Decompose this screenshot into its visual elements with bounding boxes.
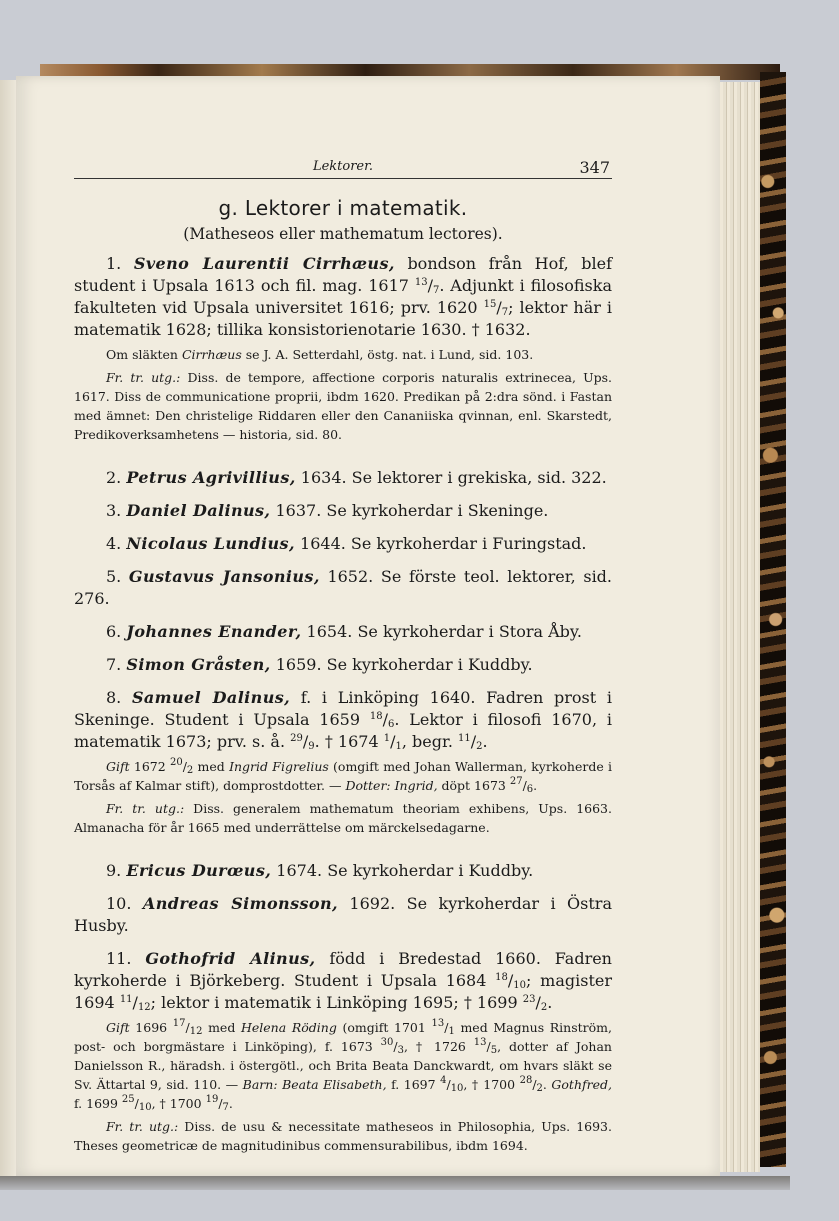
page-number: 347	[579, 158, 610, 177]
entry-1	[74, 253, 612, 444]
person-name: Gustavus Jansonius,	[128, 567, 320, 586]
person-name: Nicolaus Lundius,	[126, 534, 295, 553]
entry-10: 10. Andreas Simonsson, 1692. Se kyrkoherdar i Östra Husby.	[74, 894, 612, 935]
section-title: g. Lektorer i matematik.	[218, 196, 468, 220]
entry-6: 6. Johannes Enander, 1654. Se kyrkoherdar i Stora Åby.	[106, 622, 582, 641]
running-title: Lektorer.	[312, 159, 374, 174]
entry-11-note-family: Gift 1696 $^{17}/_{12}$ med Helena Röding (omgift 1701 $^{13}/_1$ med Magnus Rinström, post- och borgmästare i Linköping), f. 1673 $^{30}/_3$, † 1726 $^{13}/_5$, dotter af Johan Danielsson R., häradsh. i östergötl., och Brita Beata Danckwardt, om hvars släkt se Sv. Ättartal 9, sid. 110. — Barn: Beata Elisabeth, f. 1697 $^4/_{10}$, † 1700 $^{28}/_2$. Gothfred, f. 1699 $^{25}/_{10}$, † 1700 $^{19}/_7$.	[74, 1018, 612, 1113]
entry-5: 5. Gustavus Jansonius, 1652. Se förste teol. lektorer, sid. 276.	[74, 567, 613, 608]
entry-11-note-works: Fr. tr. utg.: Diss. de usu & necessitate matheseos in Philosophia, Ups. 1693. Theses geometricæ de magnitudinibus commensurabilibus, ibdm 1694.	[74, 1119, 612, 1153]
entry-2: 2. Petrus Agrivillius, 1634. Se lektorer i grekiska, sid. 322.	[106, 468, 607, 487]
entry-4: 4. Nicolaus Lundius, 1644. Se kyrkoherdar i Furingstad.	[106, 534, 587, 553]
page-text-block	[74, 152, 612, 1155]
person-name: Petrus Agrivillius,	[126, 468, 296, 487]
person-name: Andreas Simonsson,	[142, 894, 338, 913]
section-subtitle: (Matheseos eller mathematum lectores).	[183, 225, 503, 243]
marbled-cover-edge	[760, 72, 786, 1167]
entry-7: 7. Simon Gråsten, 1659. Se kyrkoherdar i Kuddby.	[106, 655, 533, 674]
entry-1-note-family: Om släkten Cirrhæus se J. A. Setterdahl, östg. nat. i Lund, sid. 103.	[106, 347, 534, 362]
entry-3: 3. Daniel Dalinus, 1637. Se kyrkoherdar i Skeninge.	[106, 501, 549, 520]
entry-8	[74, 687, 612, 837]
entry-8-note-family: Gift 1672 $^{20}/_2$ med Ingrid Figrelius (omgift med Johan Wallerman, kyrkoherde i Torsås af Kalmar stift), domprostdotter. — Dotter: Ingrid, döpt 1673 $^{27}/_6$.	[74, 757, 613, 795]
person-name: Gothofrid Alinus,	[145, 949, 316, 968]
person-name: Samuel Dalinus,	[131, 688, 291, 707]
entry-9: 9. Ericus Durœus, 1674. Se kyrkoherdar i Kuddby.	[106, 861, 534, 880]
entry-8-note-works: Fr. tr. utg.: Diss. generalem mathematum theoriam exhibens, Ups. 1663. Almanacha för år 1665 med underrättelse om märckelsedagarne.	[74, 801, 612, 835]
person-name: Daniel Dalinus,	[126, 501, 271, 520]
entry-8-text: 8. Samuel Dalinus, f. i Linköping 1640. Fadren prost i Skeninge. Student i Upsala 1659 $^{18}/_6$. Lektor i filosofi 1670, i matematik 1673; prv. s. å. $^{29}/_9$. † 1674 $^1/_1$, begr. $^{11}/_2$.	[74, 688, 612, 752]
previous-page-edge	[0, 80, 16, 1178]
person-name: Sveno Laurentii Cirrhæus,	[133, 254, 395, 273]
entry-11-text: 11. Gothofrid Alinus, född i Bredestad 1660. Fadren kyrkoherde i Björkeberg. Student i Upsala 1684 $^{18}/_{10}$; magister 1694 $^{11}/_{12}$; lektor i matematik i Linköping 1695; † 1699 $^{23}/_2$.	[74, 949, 612, 1013]
entry-11	[74, 948, 612, 1155]
person-name: Ericus Durœus,	[126, 861, 272, 880]
entry-1-text: 1. Sveno Laurentii Cirrhæus, bondson från Hof, blef student i Upsala 1613 och fil. mag. 1617 $^{13}/_7$. Adjunkt i filosofiska fakulteten vid Upsala universitet 1616; prv. 1620 $^{15}/_7$; lektor här i matematik 1628; tillika konsistorienotarie 1630. † 1632.	[74, 254, 613, 339]
entry-1-note-works: Fr. tr. utg.: Diss. de tempore, affectione corporis naturalis extrinecea, Ups. 1617. Diss de communicatione proprii, ibdm 1620. Predikan på 2:dra sönd. i Fastan med ämnet: Den christelige Riddaren eller den Cananiiska qvinnan, enl. Skarstedt, Predikoverksamhetens — historia, sid. 80.	[74, 370, 612, 442]
book-bottom-shadow	[0, 1176, 790, 1190]
page-stack-edges	[716, 82, 760, 1172]
running-header	[74, 152, 612, 179]
person-name: Simon Gråsten,	[126, 655, 271, 674]
person-name: Johannes Enander,	[126, 622, 302, 641]
